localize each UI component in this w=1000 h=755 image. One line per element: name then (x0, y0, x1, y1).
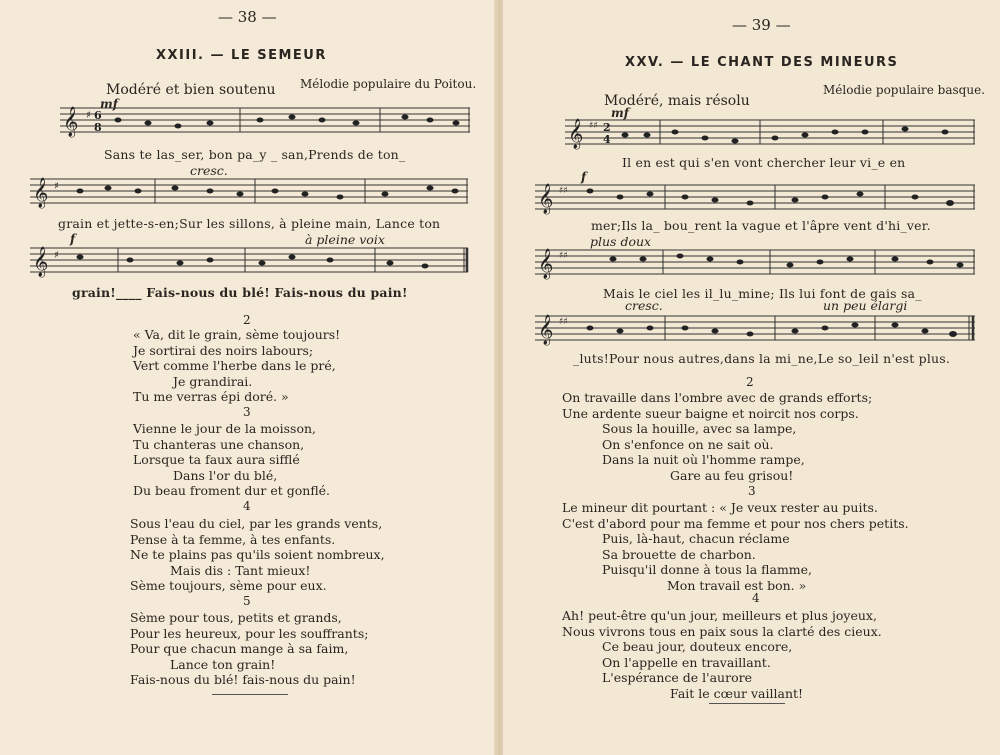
music-staff (535, 316, 975, 346)
verse-block: Ah! peut-être qu'un jour, meilleurs et plus joyeux, Nous vivrons tous en paix sous la clarté des cieux. Ce beau jour, douteux encore, On l'appelle en travaillant. L'espérance de l'aurore Fait le cœur vaillant! (562, 608, 882, 701)
svg-text:4: 4 (603, 133, 611, 146)
end-rule (212, 694, 288, 695)
music-staff (565, 120, 975, 150)
svg-text:♯: ♯ (54, 181, 59, 192)
verse-number: 3 (748, 484, 756, 498)
page-number: — 38 — (218, 8, 277, 26)
svg-text:♯: ♯ (54, 250, 59, 261)
melody-source: Mélodie populaire basque. (823, 83, 986, 97)
verse-block: Le mineur dit pourtant : « Je veux rester au puits. C'est d'abord pour ma femme et pour nos chers petits. Puis, là-haut, chacun réclame Sa brouette de charbon. Puisqu'il donne à tous la flamme, Mon travail est bon. » (562, 500, 909, 593)
verse-block: « Va, dit le grain, sème toujours! Je sortirai des noirs labours; Vert comme l'herbe dans le pré, Je grandirai. Tu me verras épi doré. » (133, 327, 341, 405)
music-staff (535, 250, 975, 280)
music-staff (60, 108, 470, 138)
dynamic-f: f (70, 232, 76, 246)
tempo-marking: Modéré et bien soutenu (106, 82, 276, 98)
verse-block: Sème pour tous, petits et grands, Pour les heureux, pour les souffrants; Pour que chacun mange à sa faim, Lance ton grain! Fais-nous du blé! fais-nous du pain! (130, 610, 369, 688)
svg-text:8: 8 (94, 121, 102, 134)
svg-text:𝄞: 𝄞 (33, 178, 49, 208)
lyric-line-1: Il en est qui s'en vont chercher leur vi_e en (622, 155, 906, 170)
lyric-line-3: Mais le ciel les il_lu_mine; Ils lui font de gais sa_ (603, 286, 922, 301)
dynamic-cresc: cresc. (190, 163, 228, 178)
lyric-line-1: Sans te las_ser, bon pa_y _ san,Prends de ton_ (104, 147, 406, 162)
right-page (503, 0, 1000, 755)
lyric-line-2: grain et jette-s-en;Sur les sillons, à pleine main, Lance ton (58, 216, 441, 231)
svg-text:𝄞: 𝄞 (538, 184, 554, 214)
expression-mark: plus doux (590, 234, 652, 249)
svg-text:♯♯: ♯♯ (559, 317, 568, 327)
music-staff (30, 179, 468, 209)
expression-mark: un peu élargi (823, 298, 908, 313)
verse-block: On travaille dans l'ombre avec de grands efforts; Une ardente sueur baigne et noircit nos corps. Sous la houille, avec sa lampe, On s'enfonce on ne sait où. Dans la nuit où l'homme rampe, Gare au feu grisou! (562, 390, 873, 483)
end-rule (709, 703, 785, 704)
verse-number: 3 (243, 405, 251, 419)
svg-text:2: 2 (603, 121, 611, 134)
svg-text:♯♯: ♯♯ (559, 251, 568, 261)
lyric-line-3: grain!____ Fais-nous du blé! Fais-nous du pain! (72, 285, 408, 300)
svg-text:6: 6 (94, 109, 102, 122)
lyric-line-2: mer;Ils la_ bou_rent la vague et l'âpre vent d'hi_ver. (591, 218, 931, 233)
svg-text:𝄞: 𝄞 (33, 247, 49, 277)
song-title: XXIII. — LE SEMEUR (156, 48, 327, 63)
svg-text:𝄞: 𝄞 (63, 107, 79, 137)
lyric-line-4: _luts!Pour nous autres,dans la mi_ne,Le so_leil n'est plus. (573, 351, 951, 366)
left-page (0, 0, 497, 755)
song-title: XXV. — LE CHANT DES MINEURS (625, 55, 899, 70)
svg-text:𝄞: 𝄞 (538, 249, 554, 279)
music-staff (30, 248, 468, 278)
dynamic-f: f (581, 170, 587, 184)
dynamic-mf: mf (611, 106, 629, 120)
verse-block: Vienne le jour de la moisson, Tu chanteras une chanson, Lorsque ta faux aura sifflé Dans l'or du blé, Du beau froment dur et gonflé. (133, 421, 331, 499)
svg-text:♯: ♯ (86, 110, 91, 121)
svg-text:𝄞: 𝄞 (568, 119, 584, 149)
melody-source: Mélodie populaire du Poitou. (300, 77, 477, 91)
verse-block: Sous l'eau du ciel, par les grands vents, Pense à ta femme, à tes enfants. Ne te plains pas qu'ils soient nombreux, Mais dis : Tant mieux! Sème toujours, sème pour eux. (130, 516, 385, 594)
expression-mark: à pleine voix (305, 232, 385, 247)
svg-text:♯♯: ♯♯ (589, 121, 598, 131)
svg-text:♯♯: ♯♯ (559, 186, 568, 196)
dynamic-mf: mf (100, 97, 118, 111)
verse-number: 4 (243, 499, 251, 513)
svg-text:𝄞: 𝄞 (538, 315, 554, 345)
verse-number: 2 (746, 375, 754, 389)
verse-number: 2 (243, 313, 251, 327)
verse-number: 5 (243, 594, 251, 608)
page-number: — 39 — (732, 16, 791, 34)
verse-number: 4 (752, 591, 760, 605)
music-staff (535, 185, 975, 215)
tempo-marking: Modéré, mais résolu (604, 93, 750, 109)
dynamic-cresc: cresc. (625, 298, 663, 313)
